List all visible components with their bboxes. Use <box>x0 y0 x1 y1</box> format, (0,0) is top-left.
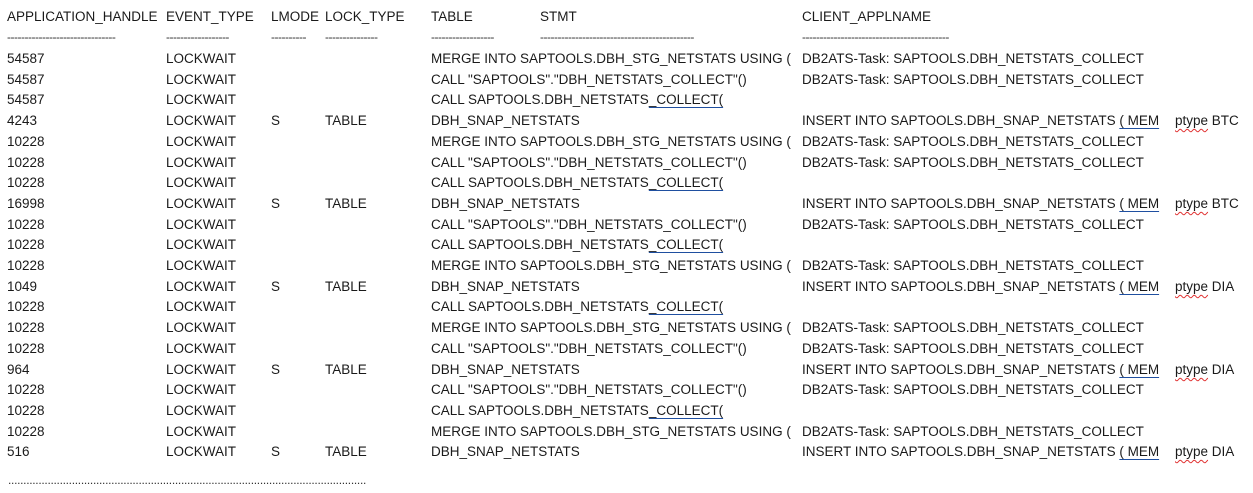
cell-table: DBH_SNAP_NETSTATS <box>431 113 580 128</box>
cell-event-type: LOCKWAIT <box>166 382 237 397</box>
header-table: TABLE <box>431 9 473 24</box>
cell-table: CALL "SAPTOOLS"."DBH_NETSTATS_COLLECT"() <box>431 217 747 232</box>
cell-lmode: S <box>271 196 281 211</box>
cell-application-handle: 516 <box>7 444 30 459</box>
cell-table: CALL "SAPTOOLS"."DBH_NETSTATS_COLLECT"() <box>431 382 747 397</box>
cell-event-type: LOCKWAIT <box>166 341 237 356</box>
cell-table: MERGE INTO SAPTOOLS.DBH_STG_NETSTATS USING ( <box>431 258 791 273</box>
cell-event-type: LOCKWAIT <box>166 299 237 314</box>
cell-table: CALL SAPTOOLS.DBH_NETSTATS_COLLECT( <box>431 175 724 190</box>
cell-table: CALL SAPTOOLS.DBH_NETSTATS_COLLECT( <box>431 403 724 418</box>
cell-stmt: DB2ATS-Task: SAPTOOLS.DBH_NETSTATS_COLLECT <box>802 134 1144 149</box>
cell-application-handle: 54587 <box>7 72 45 87</box>
cell-application-handle: 54587 <box>7 51 45 66</box>
cell-application-handle: 964 <box>7 362 30 377</box>
separator-line: ------------------ <box>166 30 229 44</box>
cell-stmt: DB2ATS-Task: SAPTOOLS.DBH_NETSTATS_COLLECT <box>802 51 1144 66</box>
separator-line: ------------------ <box>431 30 494 44</box>
cell-application-handle: 10228 <box>7 258 45 273</box>
cell-application-handle: 10228 <box>7 299 45 314</box>
cell-application-handle: 10228 <box>7 217 45 232</box>
cell-lock-type: TABLE <box>325 362 367 377</box>
cell-lmode: S <box>271 279 281 294</box>
cell-table: DBH_SNAP_NETSTATS <box>431 444 580 459</box>
cell-client-applname: ptype DIA <box>1175 279 1235 294</box>
cell-application-handle: 10228 <box>7 237 45 252</box>
header-lock-type: LOCK_TYPE <box>325 9 405 24</box>
cell-application-handle: 54587 <box>7 92 45 107</box>
cell-application-handle: 10228 <box>7 320 45 335</box>
separator-line: ------------------------------------------ <box>802 30 949 44</box>
cell-event-type: LOCKWAIT <box>166 51 237 66</box>
cell-application-handle: 10228 <box>7 175 45 190</box>
cell-stmt: DB2ATS-Task: SAPTOOLS.DBH_NETSTATS_COLLECT <box>802 320 1144 335</box>
cell-event-type: LOCKWAIT <box>166 279 237 294</box>
separator-line: -------------------------------------------- <box>540 30 694 44</box>
cell-application-handle: 10228 <box>7 382 45 397</box>
header-client-applname: CLIENT_APPLNAME <box>802 9 932 24</box>
cell-table: CALL "SAPTOOLS"."DBH_NETSTATS_COLLECT"() <box>431 155 747 170</box>
cell-event-type: LOCKWAIT <box>166 424 237 439</box>
cell-lock-type: TABLE <box>325 444 367 459</box>
cell-event-type: LOCKWAIT <box>166 175 237 190</box>
header-event-type: EVENT_TYPE <box>166 9 254 24</box>
cell-event-type: LOCKWAIT <box>166 113 237 128</box>
cell-table: CALL "SAPTOOLS"."DBH_NETSTATS_COLLECT"() <box>431 72 747 87</box>
cell-lock-type: TABLE <box>325 196 367 211</box>
cell-application-handle: 4243 <box>7 113 38 128</box>
cell-table: CALL "SAPTOOLS"."DBH_NETSTATS_COLLECT"() <box>431 341 747 356</box>
cell-event-type: LOCKWAIT <box>166 320 237 335</box>
cell-stmt: DB2ATS-Task: SAPTOOLS.DBH_NETSTATS_COLLECT <box>802 424 1144 439</box>
cell-application-handle: 10228 <box>7 424 45 439</box>
cell-event-type: LOCKWAIT <box>166 237 237 252</box>
cell-stmt: DB2ATS-Task: SAPTOOLS.DBH_NETSTATS_COLLECT <box>802 341 1144 356</box>
cell-application-handle: 10228 <box>7 134 45 149</box>
cell-stmt: INSERT INTO SAPTOOLS.DBH_SNAP_NETSTATS ( MEM <box>802 362 1160 377</box>
cell-lmode: S <box>271 444 281 459</box>
cell-event-type: LOCKWAIT <box>166 362 237 377</box>
cell-client-applname: ptype BTC <box>1175 196 1239 211</box>
cell-event-type: LOCKWAIT <box>166 155 237 170</box>
cell-client-applname: ptype BTC <box>1175 113 1239 128</box>
cell-event-type: LOCKWAIT <box>166 72 237 87</box>
cell-event-type: LOCKWAIT <box>166 217 237 232</box>
cell-client-applname: ptype DIA <box>1175 362 1235 377</box>
cell-application-handle: 10228 <box>7 341 45 356</box>
cell-event-type: LOCKWAIT <box>166 92 237 107</box>
header-lmode: LMODE <box>271 9 320 24</box>
footer-dotted-line: ...................................................................................................................... <box>8 473 367 487</box>
cell-table: DBH_SNAP_NETSTATS <box>431 362 580 377</box>
cell-stmt: INSERT INTO SAPTOOLS.DBH_SNAP_NETSTATS ( MEM <box>802 279 1160 294</box>
cell-event-type: LOCKWAIT <box>166 196 237 211</box>
cell-application-handle: 10228 <box>7 155 45 170</box>
cell-table: DBH_SNAP_NETSTATS <box>431 196 580 211</box>
cell-lock-type: TABLE <box>325 279 367 294</box>
cell-table: CALL SAPTOOLS.DBH_NETSTATS_COLLECT( <box>431 237 724 252</box>
cell-application-handle: 10228 <box>7 403 45 418</box>
separator-line: ---------- <box>271 30 306 44</box>
cell-event-type: LOCKWAIT <box>166 134 237 149</box>
separator-line: ------------------------------- <box>7 30 116 44</box>
cell-stmt: INSERT INTO SAPTOOLS.DBH_SNAP_NETSTATS ( MEM <box>802 196 1160 211</box>
cell-application-handle: 16998 <box>7 196 45 211</box>
cell-client-applname: ptype DIA <box>1175 444 1235 459</box>
cell-stmt: INSERT INTO SAPTOOLS.DBH_SNAP_NETSTATS ( MEM <box>802 113 1160 128</box>
cell-lmode: S <box>271 113 281 128</box>
cell-table: CALL SAPTOOLS.DBH_NETSTATS_COLLECT( <box>431 299 724 314</box>
cell-stmt: DB2ATS-Task: SAPTOOLS.DBH_NETSTATS_COLLECT <box>802 382 1144 397</box>
cell-table: CALL SAPTOOLS.DBH_NETSTATS_COLLECT( <box>431 92 724 107</box>
cell-application-handle: 1049 <box>7 279 38 294</box>
cell-stmt: DB2ATS-Task: SAPTOOLS.DBH_NETSTATS_COLLECT <box>802 72 1144 87</box>
separator-line: --------------- <box>325 30 378 44</box>
cell-event-type: LOCKWAIT <box>166 444 237 459</box>
cell-stmt: INSERT INTO SAPTOOLS.DBH_SNAP_NETSTATS ( MEM <box>802 444 1160 459</box>
cell-table: MERGE INTO SAPTOOLS.DBH_STG_NETSTATS USING ( <box>431 320 791 335</box>
cell-table: DBH_SNAP_NETSTATS <box>431 279 580 294</box>
cell-lock-type: TABLE <box>325 113 367 128</box>
cell-table: MERGE INTO SAPTOOLS.DBH_STG_NETSTATS USING ( <box>431 424 791 439</box>
cell-stmt: DB2ATS-Task: SAPTOOLS.DBH_NETSTATS_COLLECT <box>802 258 1144 273</box>
cell-table: MERGE INTO SAPTOOLS.DBH_STG_NETSTATS USING ( <box>431 51 791 66</box>
cell-stmt: DB2ATS-Task: SAPTOOLS.DBH_NETSTATS_COLLECT <box>802 217 1144 232</box>
header-application-handle: APPLICATION_HANDLE <box>7 9 158 24</box>
cell-table: MERGE INTO SAPTOOLS.DBH_STG_NETSTATS USING ( <box>431 134 791 149</box>
cell-event-type: LOCKWAIT <box>166 258 237 273</box>
header-stmt: STMT <box>540 9 577 24</box>
cell-event-type: LOCKWAIT <box>166 403 237 418</box>
cell-lmode: S <box>271 362 281 377</box>
cell-stmt: DB2ATS-Task: SAPTOOLS.DBH_NETSTATS_COLLECT <box>802 155 1144 170</box>
